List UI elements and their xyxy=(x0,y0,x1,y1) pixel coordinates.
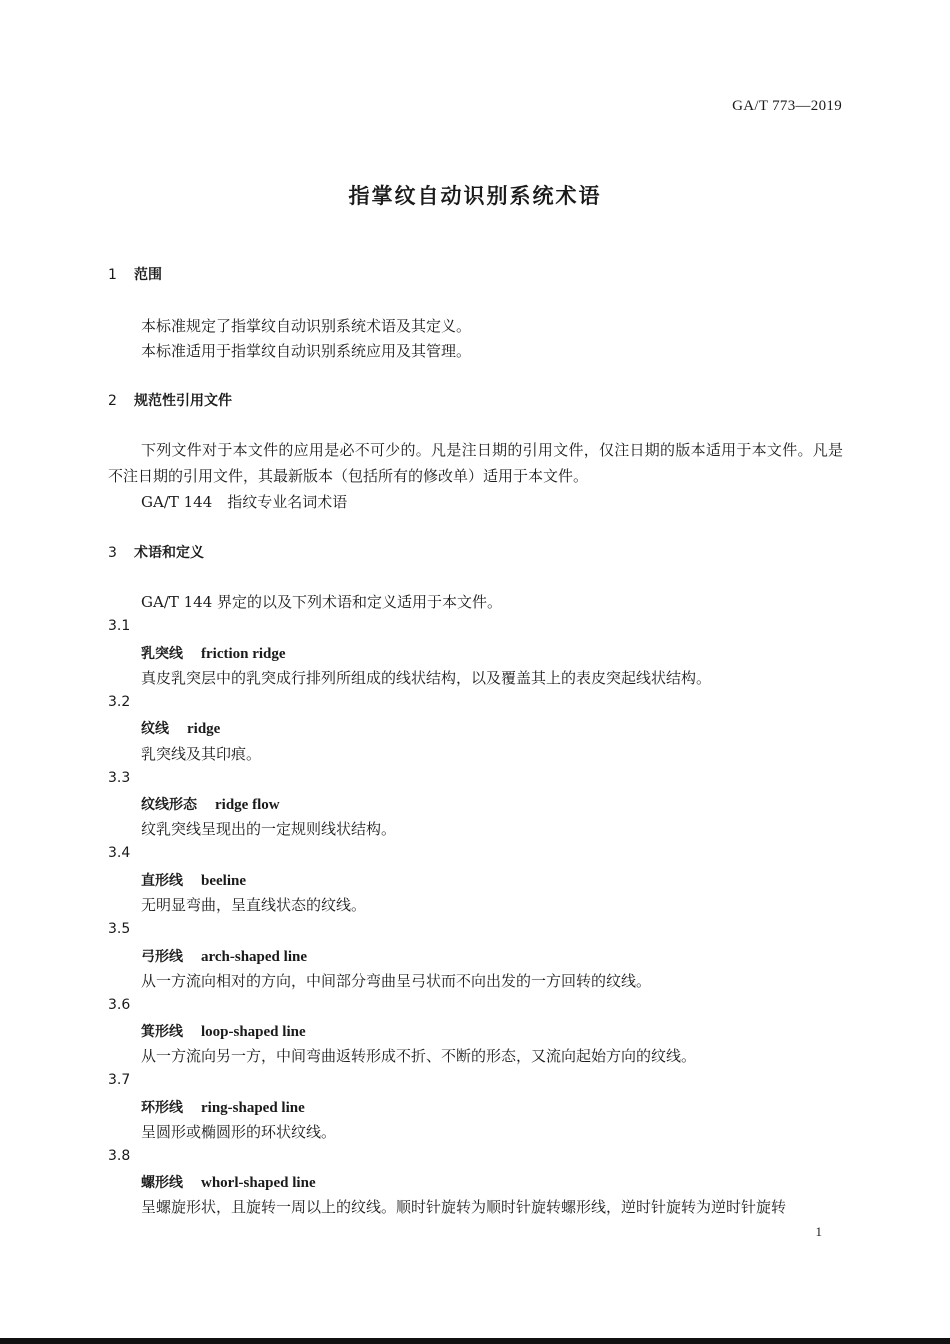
page-number: 1 xyxy=(815,1224,822,1239)
term-chinese: 乳突线 xyxy=(141,646,183,662)
term-heading xyxy=(141,1097,305,1117)
refs-paragraph: 下列文件对于本文件的应用是必不可少的。凡是注日期的引用文件，仅注日期的版本适用于本文件。凡是不注日期的引用文件，其最新版本（包括所有的修改单）适用于本文件。 xyxy=(108,441,843,485)
document-title: 指掌纹自动识别系统术语 xyxy=(348,184,602,208)
section-number: 2 xyxy=(108,393,117,409)
term-definition: 呈圆形或椭圆形的环状纹线。 xyxy=(141,1123,337,1141)
term-chinese: 纹线形态 xyxy=(141,797,197,813)
term-definition: 呈螺旋形状，且旋转一周以上的纹线。顺时针旋转为顺时针旋转螺形线，逆时针旋转为逆时针旋转 xyxy=(141,1198,787,1216)
term-english: arch-shaped line xyxy=(201,949,307,965)
term-chinese: 纹线 xyxy=(141,721,169,737)
term-heading xyxy=(141,946,307,966)
term-chinese: 弓形线 xyxy=(141,949,183,965)
section-3-heading xyxy=(108,542,204,562)
term-english: whorl-shaped line xyxy=(201,1175,316,1191)
term-chinese: 螺形线 xyxy=(141,1175,183,1191)
term-heading xyxy=(141,1021,306,1041)
term-english: ridge xyxy=(187,721,221,737)
section-title: 范围 xyxy=(134,267,162,283)
term-definition: 无明显弯曲，呈直线状态的纹线。 xyxy=(141,896,367,914)
reference-item: GA/T 144 指纹专业名词术语 xyxy=(141,493,348,511)
section-title: 术语和定义 xyxy=(134,545,204,561)
term-english: beeline xyxy=(201,873,246,889)
section-2-heading xyxy=(108,390,232,410)
term-chinese: 环形线 xyxy=(141,1100,183,1116)
term-english: ridge flow xyxy=(215,797,280,813)
document-code: GA/T 773—2019 xyxy=(732,98,842,114)
term-heading xyxy=(141,794,280,814)
term-definition: 乳突线及其印痕。 xyxy=(141,745,262,763)
term-heading xyxy=(141,718,220,738)
term-chinese: 箕形线 xyxy=(141,1024,183,1040)
term-number: 3.2 xyxy=(108,694,131,710)
term-number: 3.6 xyxy=(108,997,131,1013)
term-heading xyxy=(141,643,286,663)
section-1-heading xyxy=(108,264,162,284)
term-definition: 纹乳突线呈现出的一定规则线状结构。 xyxy=(141,820,397,838)
term-heading xyxy=(141,870,246,890)
term-definition: 从一方流向另一方，中间弯曲返转形成不折、不断的形态，又流向起始方向的纹线。 xyxy=(141,1047,697,1065)
term-number: 3.1 xyxy=(108,618,131,634)
term-number: 3.7 xyxy=(108,1072,131,1088)
term-english: loop-shaped line xyxy=(201,1024,306,1040)
scope-paragraph-1: 本标准规定了指掌纹自动识别系统术语及其定义。 xyxy=(141,317,472,335)
term-definition: 从一方流向相对的方向，中间部分弯曲呈弓状而不向出发的一方回转的纹线。 xyxy=(141,972,652,990)
term-number: 3.8 xyxy=(108,1148,131,1164)
section-title: 规范性引用文件 xyxy=(134,393,232,409)
term-heading xyxy=(141,1172,316,1192)
term-definition: 真皮乳突层中的乳突成行排列所组成的线状结构，以及覆盖其上的表皮突起线状结构。 xyxy=(141,669,712,687)
term-english: friction ridge xyxy=(201,646,286,662)
term-chinese: 直形线 xyxy=(141,873,183,889)
terms-intro: GA/T 144 界定的以及下列术语和定义适用于本文件。 xyxy=(141,593,503,611)
bottom-rule xyxy=(0,1338,950,1344)
term-number: 3.3 xyxy=(108,770,131,786)
section-number: 1 xyxy=(108,267,117,283)
section-number: 3 xyxy=(108,545,117,561)
term-number: 3.4 xyxy=(108,845,131,861)
scope-paragraph-2: 本标准适用于指掌纹自动识别系统应用及其管理。 xyxy=(141,342,472,360)
term-number: 3.5 xyxy=(108,921,131,937)
term-english: ring-shaped line xyxy=(201,1100,305,1116)
